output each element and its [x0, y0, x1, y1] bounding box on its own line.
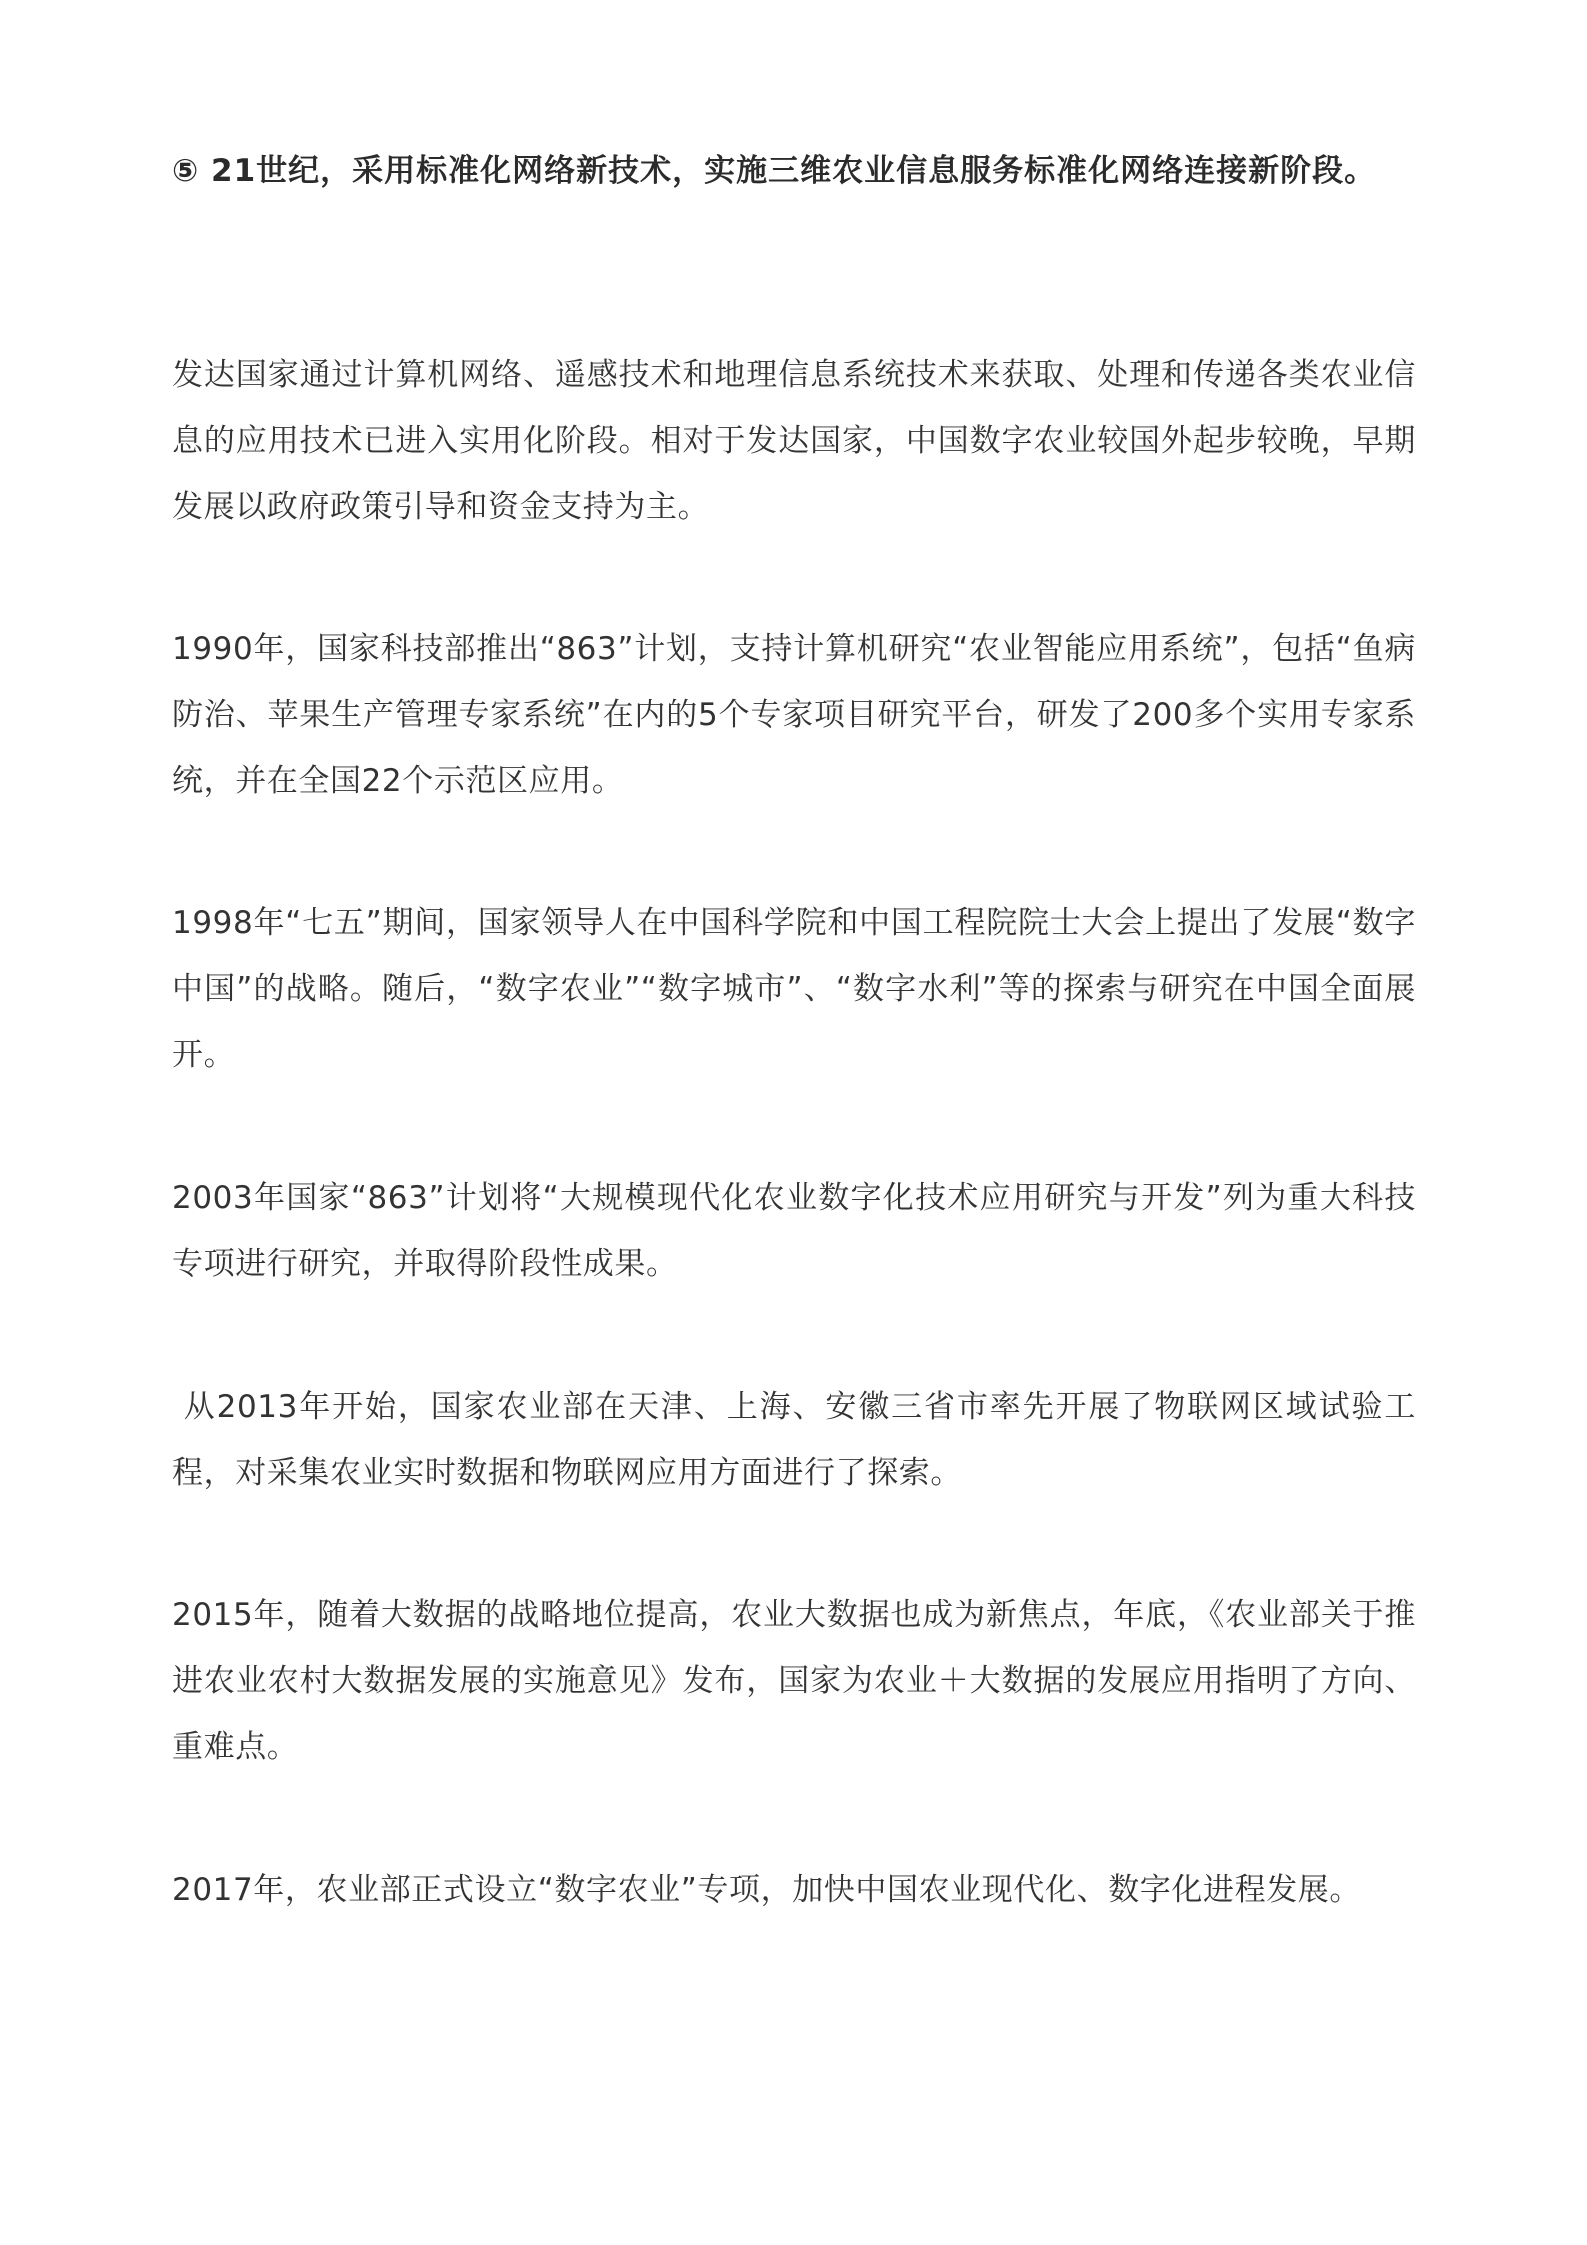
paragraph-2017: 2017年，农业部正式设立“数字农业”专项，加快中国农业现代化、数字化进程发展。: [172, 1872, 1362, 1908]
paragraph-2013: 从2013年开始，国家农业部在天津、上海、安徽三省市率先开展了物联网区域试验工程，对采集农业实时数据和物联网应用方面进行了探索。: [172, 1389, 1416, 1491]
paragraph-2015: 2015年，随着大数据的战略地位提高，农业大数据也成为新焦点，年底，《农业部关于推进农业农村大数据发展的实施意见》发布，国家为农业＋大数据的发展应用指明了方向、重难点。: [172, 1597, 1416, 1765]
paragraph-developed-countries: 发达国家通过计算机网络、遥感技术和地理信息系统技术来获取、处理和传递各类农业信息的应用技术已进入实用化阶段。相对于发达国家，中国数字农业较国外起步较晚，早期发展以政府政策引导和资金支持为主。: [172, 357, 1416, 525]
paragraph-1998: 1998年“七五”期间，国家领导人在中国科学院和中国工程院院士大会上提出了发展“数字中国”的战略。随后，“数字农业”“数字城市”、“数字水利”等的探索与研究在中国全面展开。: [172, 905, 1416, 1073]
section-heading: ⑤ 21世纪，采用标准化网络新技术，实施三维农业信息服务标准化网络连接新阶段。: [172, 153, 1377, 189]
paragraph-1990: 1990年，国家科技部推出“863”计划，支持计算机研究“农业智能应用系统”，包括“鱼病防治、苹果生产管理专家系统”在内的5个专家项目研究平台，研发了200多个实用专家系统，并在全国22个示范区应用。: [172, 631, 1416, 799]
paragraph-2003: 2003年国家“863”计划将“大规模现代化农业数字化技术应用研究与开发”列为重大科技专项进行研究，并取得阶段性成果。: [172, 1180, 1416, 1282]
